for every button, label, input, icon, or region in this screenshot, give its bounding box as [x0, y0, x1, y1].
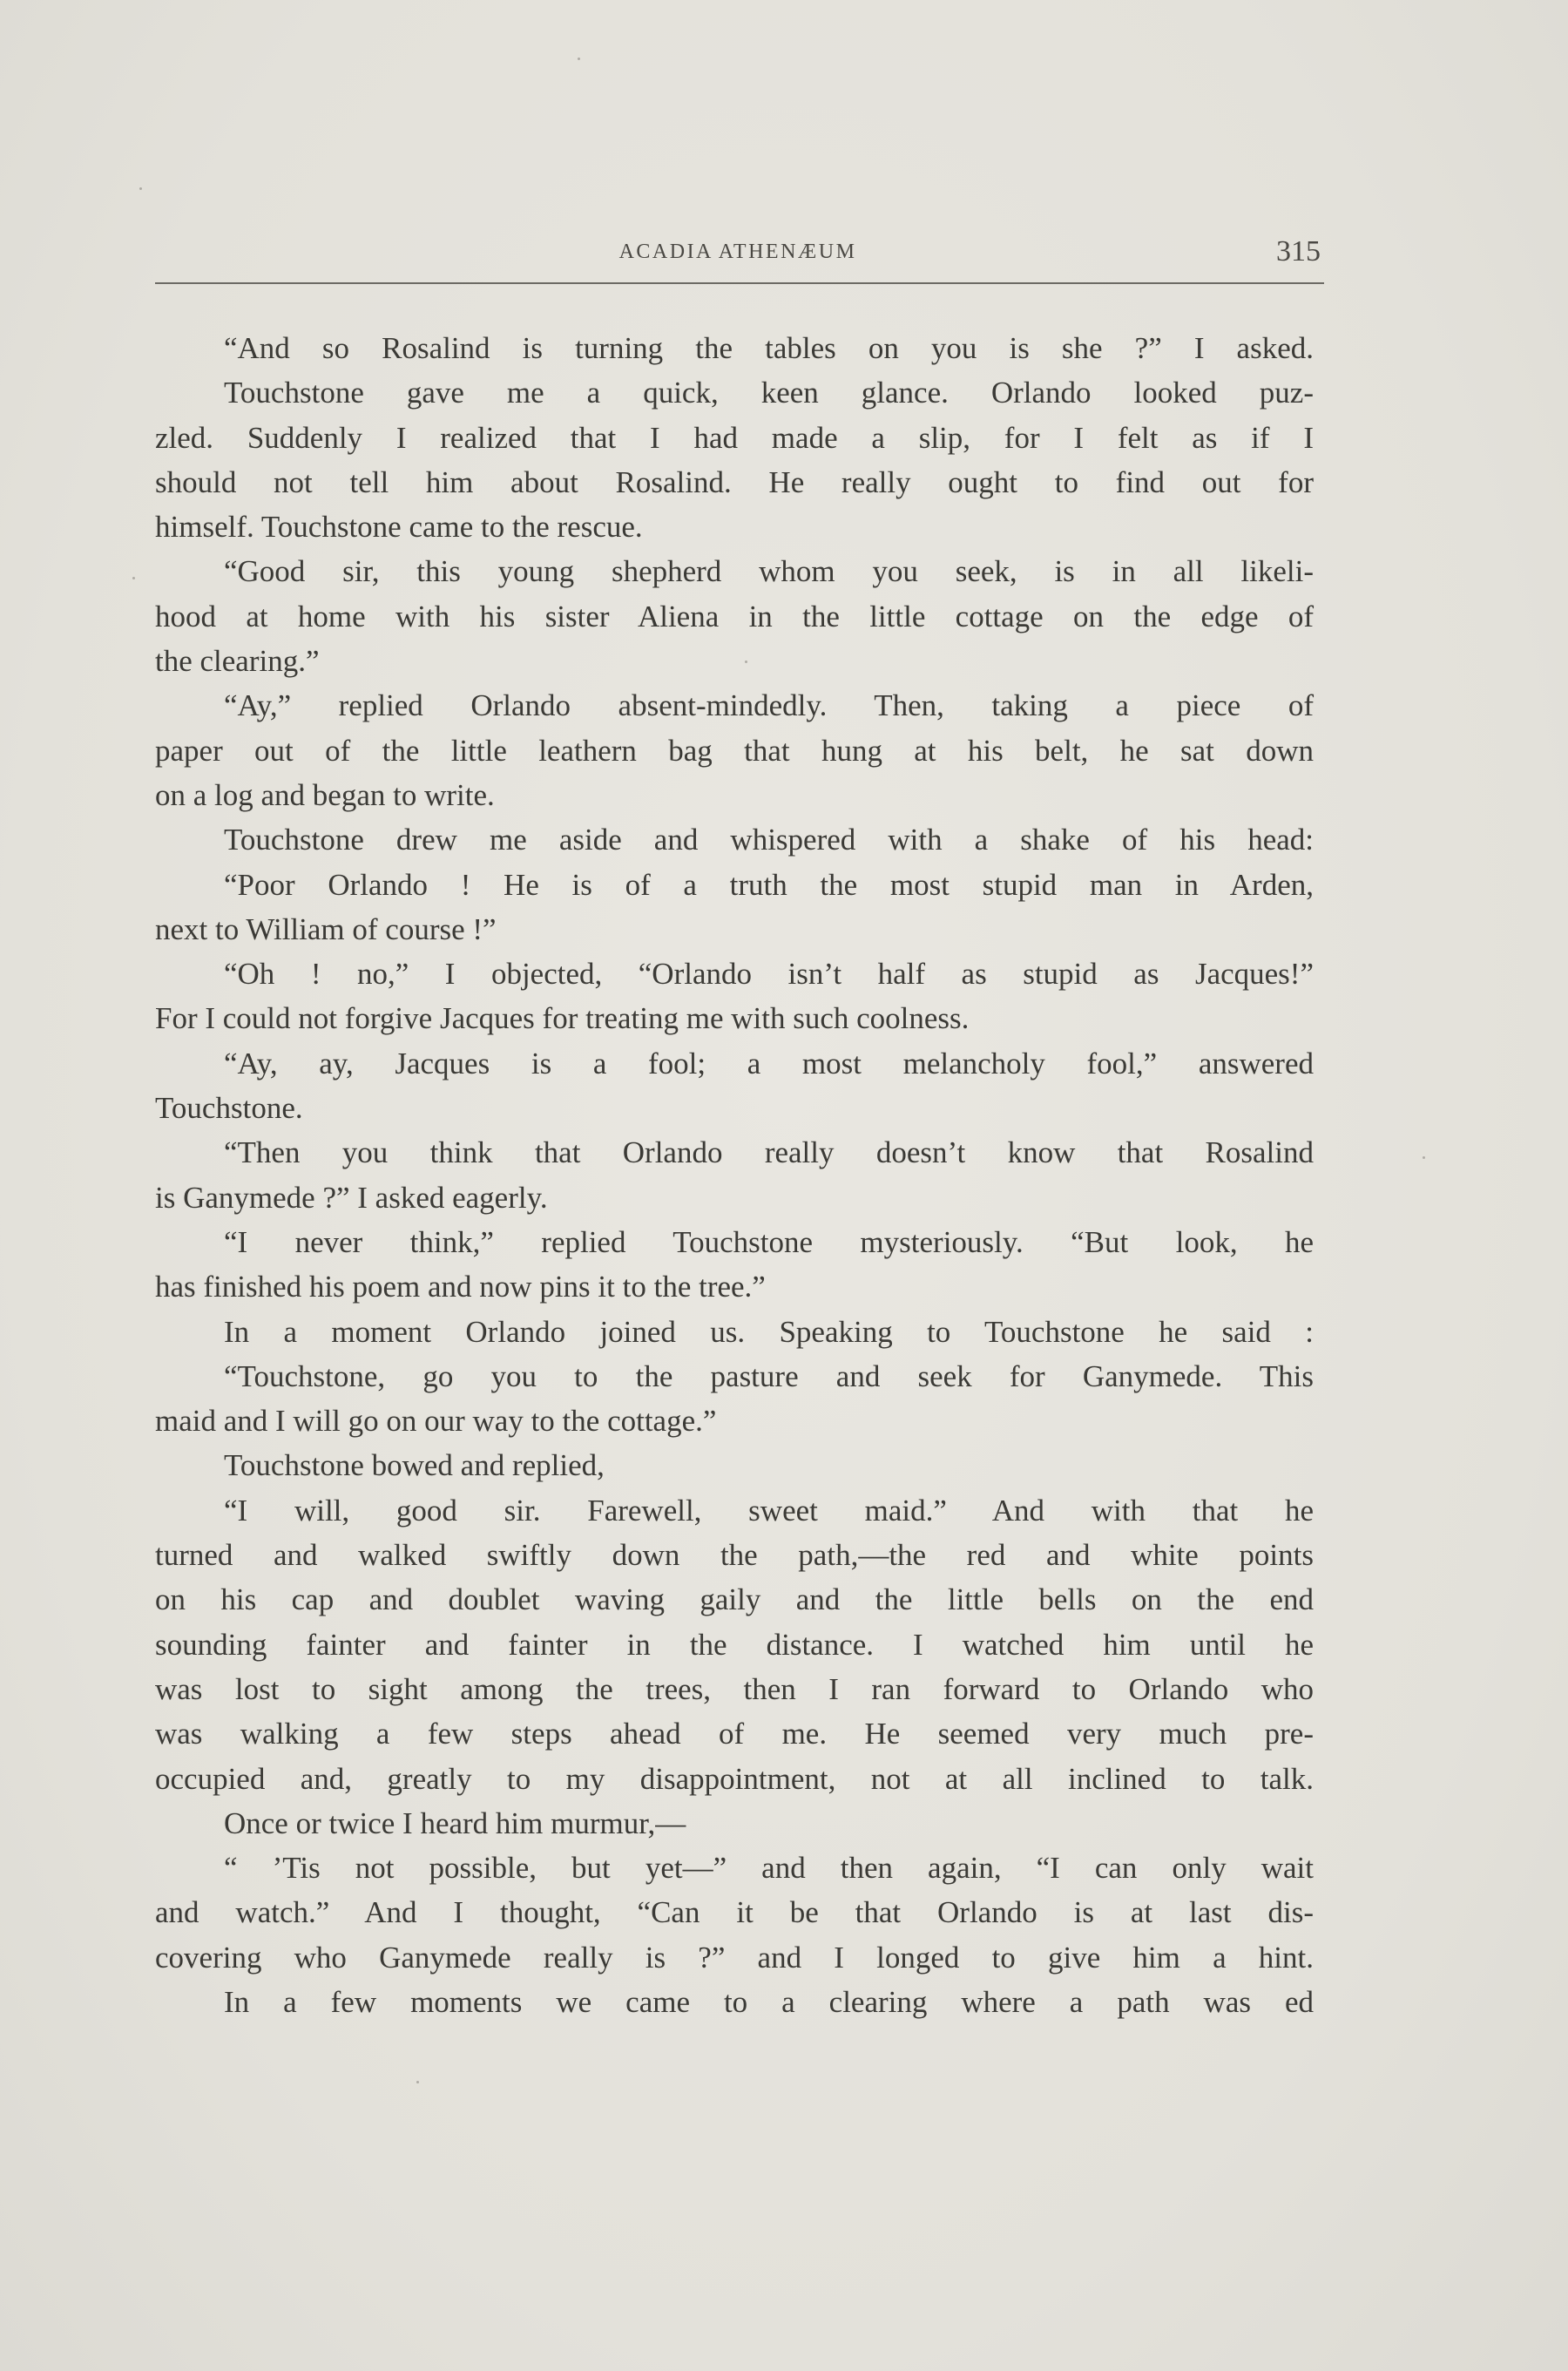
- text-line: zled. Suddenly I realized that I had made a slip, for I felt as if I: [155, 420, 1314, 455]
- text-line: “Oh ! no,” I objected, “Orlando isn’t half as stupid as Jacques!”: [224, 957, 1314, 992]
- text-line: Touchstone.: [155, 1091, 303, 1126]
- page-number: 315: [1276, 235, 1321, 268]
- body-text: [155, 326, 1314, 2024]
- text-line: “Poor Orlando ! He is of a truth the most stupid man in Arden,: [224, 867, 1314, 902]
- text-line: “Good sir, this young shepherd whom you seek, is in all likeli-: [224, 554, 1314, 589]
- text-line: “I will, good sir. Farewell, sweet maid.” And with that he: [224, 1493, 1314, 1528]
- text-line: “Ay,” replied Orlando absent-mindedly. Then, taking a piece of: [224, 688, 1314, 723]
- text-line: “Then you think that Orlando really doesn’t know that Rosalind: [224, 1135, 1314, 1170]
- running-title: ACADIA ATHENÆUM: [618, 240, 857, 263]
- text-line: maid and I will go on our way to the cottage.”: [155, 1404, 717, 1439]
- text-line: was lost to sight among the trees, then I ran forward to Orlando who: [155, 1671, 1314, 1706]
- text-line: In a few moments we came to a clearing where a path was ed: [224, 1984, 1314, 2019]
- text-line: “ ’Tis not possible, but yet—” and then again, “I can only wait: [224, 1851, 1314, 1886]
- text-line: Touchstone bowed and replied,: [224, 1448, 605, 1483]
- text-line: has finished his poem and now pins it to the tree.”: [155, 1270, 766, 1304]
- text-line: hood at home with his sister Aliena in the little cottage on the edge of: [155, 599, 1314, 633]
- paper-speck: [132, 577, 135, 579]
- text-line: paper out of the little leathern bag that hung at his belt, he sat down: [155, 733, 1314, 768]
- text-line: next to William of course !”: [155, 911, 497, 946]
- paper-speck: [1423, 1156, 1425, 1159]
- text-line: turned and walked swiftly down the path,—the red and white points: [155, 1538, 1314, 1573]
- text-line: Touchstone gave me a quick, keen glance. Orlando looked puz-: [224, 376, 1314, 410]
- text-line: For I could not forgive Jacques for treating me with such coolness.: [155, 1001, 970, 1036]
- paper-speck: [139, 187, 142, 190]
- paper-speck: [745, 660, 747, 663]
- text-line: Touchstone drew me aside and whispered with a shake of his head:: [224, 823, 1314, 857]
- text-line: on his cap and doublet waving gaily and the little bells on the end: [155, 1582, 1314, 1617]
- text-line: the clearing.”: [155, 644, 320, 679]
- text-line: himself. Touchstone came to the rescue.: [155, 510, 643, 545]
- text-line: Once or twice I heard him murmur,—: [224, 1805, 686, 1840]
- text-line: “I never think,” replied Touchstone mysteriously. “But look, he: [224, 1224, 1314, 1259]
- text-line: “Touchstone, go you to the pasture and seek for Ganymede. This: [224, 1358, 1314, 1393]
- text-line: should not tell him about Rosalind. He really ought to find out for: [155, 464, 1314, 499]
- text-line: and watch.” And I thought, “Can it be that Orlando is at last dis-: [155, 1895, 1314, 1930]
- paper-speck: [416, 2081, 419, 2083]
- text-line: on a log and began to write.: [155, 777, 495, 812]
- text-line: In a moment Orlando joined us. Speaking to Touchstone he said :: [224, 1314, 1314, 1349]
- text-line: is Ganymede ?” I asked eagerly.: [155, 1180, 548, 1215]
- text-line: occupied and, greatly to my disappointment, not at all inclined to talk.: [155, 1761, 1314, 1796]
- header-rule: [155, 282, 1324, 284]
- text-line: “And so Rosalind is turning the tables on you is she ?” I asked.: [224, 331, 1314, 365]
- page-header: [155, 235, 1321, 275]
- paper-speck: [578, 58, 580, 60]
- text-line: covering who Ganymede really is ?” and I longed to give him a hint.: [155, 1940, 1314, 1975]
- text-line: was walking a few steps ahead of me. He seemed very much pre-: [155, 1717, 1314, 1751]
- text-line: “Ay, ay, Jacques is a fool; a most melancholy fool,” answered: [224, 1046, 1314, 1080]
- text-line: sounding fainter and fainter in the distance. I watched him until he: [155, 1627, 1314, 1662]
